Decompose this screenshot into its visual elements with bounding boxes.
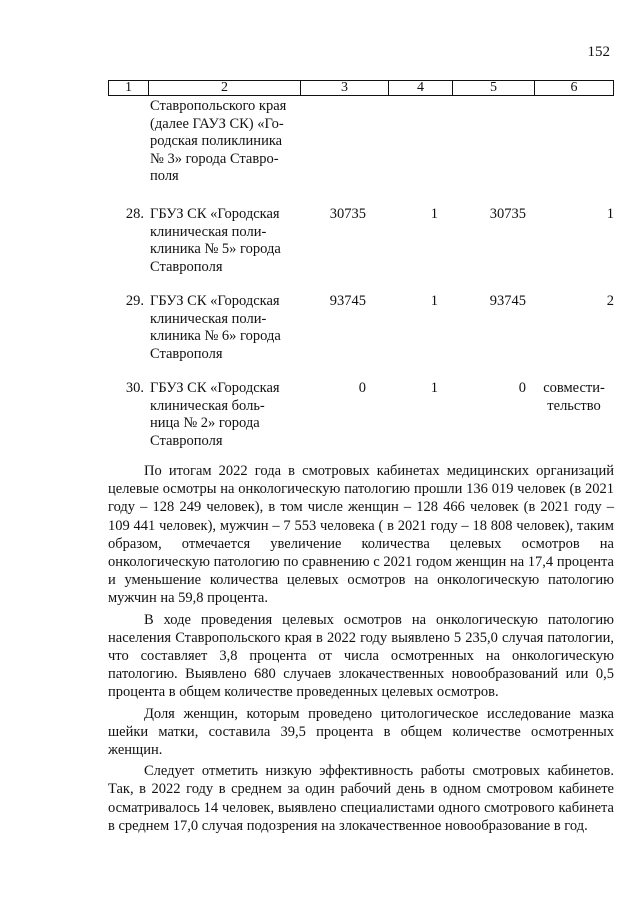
organization-name: Ставропольского края (далее ГАУЗ СК) «Го- родская поликлиника № 3» города Ставро- поля [150,98,287,184]
cell-col3: 93745 [329,293,366,309]
table-row [108,293,614,380]
paragraph: По итогам 2022 года в смотровых кабинетах медицинских организаций целевые осмотры на онкологическую патологию прошли 136 019 человек (в 2021 году – 128 249 человек), в том числе женщин – 128 466 человек (в 2021 году – 109 441 человек), мужчин – 7 553 человека ( в 2021 году – 18 808 человек), таким образом, отмечается увеличение количества целевых осмотров на онкологическую патологию по сравнению с 2021 годом женщин на 17,4 процента и уменьшение количества целевых осмотров на онкологическую патологию мужчин на 59,8 процента. [108,463,614,607]
cell-col6 [534,98,614,206]
table-header-row [108,80,614,96]
row-number: 29. [125,293,144,309]
table-row [108,206,614,293]
cell-col6: 2 [606,293,614,309]
cell-col4: 1 [430,293,438,309]
organization-name: ГБУЗ СК «Городская клиническая боль- ница № 2» города Ставрополя [150,380,280,449]
cell-col5: 93745 [489,293,526,309]
row-number: 30. [125,380,144,396]
paragraph: В ходе проведения целевых осмотров на онкологическую патологию населения Ставропольского края в 2022 году выявлено 5 235,0 случая патологии, что составляет 3,8 процента от числа осмотренных на онкологическую патологию. Выявлено 680 случаев злокачественных новообразований или 0,5 процента в общем количестве проведенных целевых осмотров. [108,611,614,701]
cell-col5 [452,98,534,206]
cell-col6: 1 [606,206,614,222]
row-number: 28. [125,206,144,222]
cell-col6: совмести- тельство [543,380,605,414]
organization-name: ГБУЗ СК «Городская клиническая поли- клиника № 5» города Ставрополя [150,206,281,275]
row-number [108,98,148,206]
organization-name: ГБУЗ СК «Городская клиническая поли- клиника № 6» города Ставрополя [150,293,281,362]
cell-col4: 1 [430,206,438,222]
body-text [108,462,614,838]
table-header-cell: 6 [570,80,578,95]
paragraph: Следует отметить низкую эффективность работы смотровых кабинетов. Так, в 2022 году в среднем за один рабочий день в одном смотровом кабинете осматривалось 14 человек, выявлено специалистами одного смотрового кабинета в среднем 17,0 случая подозрения на злокачественное новообразование в год. [108,763,614,834]
table-header-cell: 5 [453,81,535,95]
paragraph: Доля женщин, которым проведено цитологическое исследование мазка шейки матки, составила 39,5 процента в общем количестве осмотренных женщин. [108,705,614,759]
cell-col4 [388,98,452,206]
table-header-cell: 2 [149,81,301,95]
cell-col3: 30735 [329,206,366,222]
table-row [108,380,614,460]
table-header-cell: 1 [109,81,149,95]
table-row [108,98,614,206]
table-header-cell: 4 [389,81,453,95]
cell-col5: 0 [518,380,526,396]
cell-col5: 30735 [489,206,526,222]
cell-col3: 0 [358,380,366,396]
table-header-cell: 3 [301,81,389,95]
table-body [108,98,614,460]
page-number: 152 [587,44,610,60]
cell-col4: 1 [430,380,438,396]
cell-col3 [300,98,388,206]
